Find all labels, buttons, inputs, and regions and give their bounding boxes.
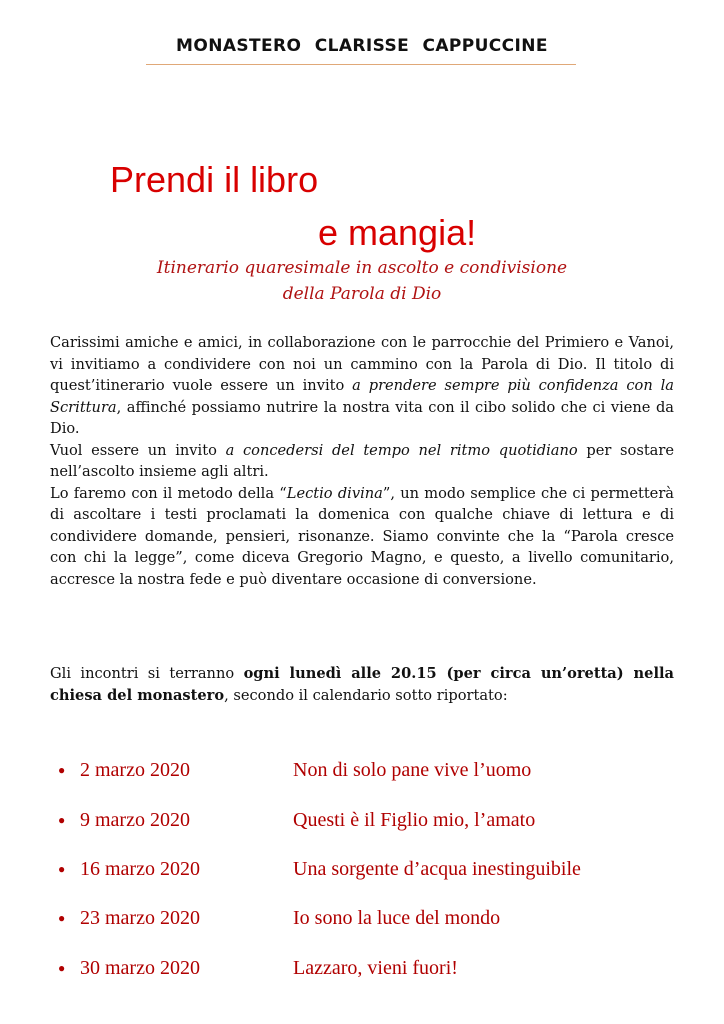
intro-p1-text: Carissimi amiche e amici, in collaborazione con le parrocchie del Primiero e Vanoi, vi invitiamo a condividere con noi un cammino con la Parola di Dio. Il titolo di quest’itinerario vuole essere un invito — [50, 334, 674, 394]
meetings-when-where: ogni lunedì alle 20.15 (per circa un’oretta) nella chiesa del monastero — [50, 665, 674, 704]
bullet-icon: ● — [58, 911, 66, 925]
meetings-text-end: , secondo il calendario sotto riportato: — [224, 686, 508, 704]
meetings-text-start: Gli incontri si terranno — [50, 665, 244, 682]
bullet-icon: ● — [58, 813, 66, 827]
schedule-date: 30 marzo 2020 — [80, 957, 200, 979]
schedule-topic: Una sorgente d’acqua inestinguibile — [293, 858, 581, 880]
schedule-date: 23 marzo 2020 — [80, 907, 200, 929]
schedule-topic: Lazzaro, vieni fuori! — [293, 957, 458, 979]
subtitle-line-1: Itinerario quaresimale in ascolto e condivisione — [156, 258, 568, 278]
title-line-2: e mangia! — [318, 212, 477, 253]
header-divider — [146, 64, 576, 65]
monastery-header: MONASTERO CLARISSE CAPPUCCINE — [176, 36, 548, 56]
intro-p2-emphasis: a concedersi del tempo nel ritmo quotidiano — [225, 441, 578, 459]
intro-paragraph-3 — [50, 483, 674, 591]
bullet-icon: ● — [58, 862, 66, 876]
subtitle — [40, 255, 684, 307]
bullet-icon: ● — [58, 961, 66, 975]
schedule-item — [58, 904, 698, 932]
schedule-item — [58, 806, 698, 834]
schedule-date: 16 marzo 2020 — [80, 858, 200, 880]
intro-paragraph-2 — [50, 440, 674, 483]
schedule-date: 9 marzo 2020 — [80, 809, 190, 831]
title-line-1: Prendi il libro — [110, 159, 319, 200]
intro-p2-text-end: per sostare nell’ascolto insieme agli altri. — [50, 441, 674, 480]
intro-text — [50, 332, 674, 590]
intro-paragraph-1 — [50, 332, 674, 440]
intro-p3-text-end: ”, un modo semplice che ci permetterà di ascoltare i testi proclamati la domenica con qualche chiave di lettura e di condividere domande, pensieri, risonanze. Siamo convinte che la “Parola cresce con chi la legge”, come diceva Gregorio Magno, e questo, a livello comunitario, accresce la nostra fede e può diventare occasione di conversione. — [50, 484, 674, 588]
schedule-item — [58, 954, 698, 982]
intro-p2-text: Vuol essere un invito — [50, 441, 226, 459]
intro-p3-emphasis: Lectio divina — [286, 484, 383, 502]
subtitle-line-2: della Parola di Dio — [282, 284, 442, 304]
intro-p1-text-end: , affinché possiamo nutrire la nostra vita con il cibo solido che ci viene da Dio. — [50, 398, 674, 437]
schedule-topic: Io sono la luce del mondo — [293, 907, 501, 929]
schedule-date: 2 marzo 2020 — [80, 759, 190, 781]
bullet-icon: ● — [58, 763, 66, 777]
schedule-topic: Non di solo pane vive l’uomo — [293, 759, 532, 781]
meetings-text — [50, 663, 674, 706]
intro-p1-emphasis: a prendere sempre più confidenza con la Scrittura — [50, 377, 674, 416]
schedule-item — [58, 756, 698, 784]
intro-p3-text: Lo faremo con il metodo della “ — [50, 484, 287, 502]
meetings-paragraph — [50, 663, 674, 706]
schedule-topic: Questi è il Figlio mio, l’amato — [293, 809, 536, 831]
schedule-item — [58, 855, 698, 883]
